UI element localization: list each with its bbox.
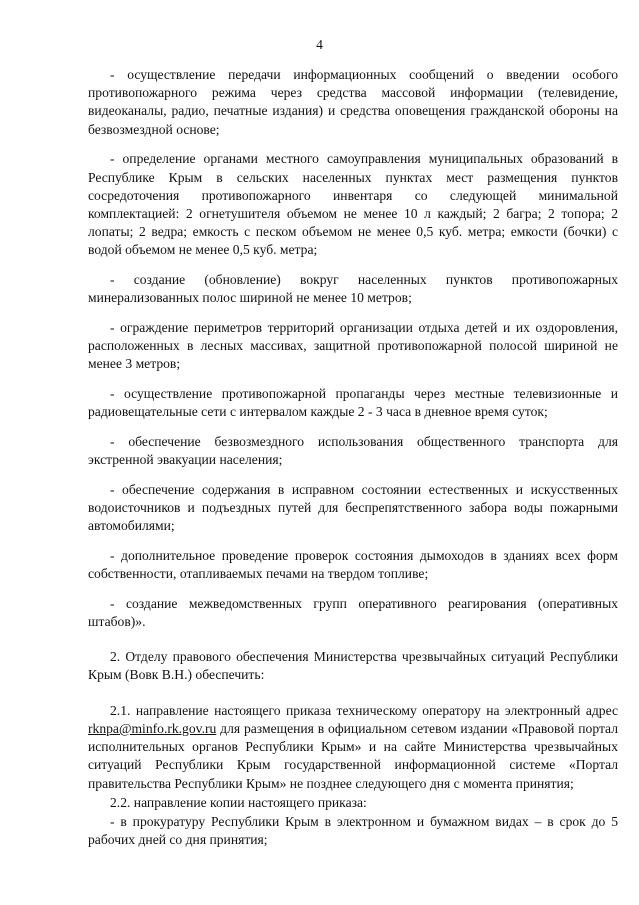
paragraph-evacuation-transport: - обеспечение безвозмездного использования общественного транспорта для экстренной эвакуации населения; [88, 433, 618, 468]
paragraph-fire-equipment-points: - определение органами местного самоуправления муниципальных образований в Республике Крым в сельских населенных пунктах мест размещения пунктов сосредоточения противопожарного инвентаря со следующей минимальной комплектацией: 2 огнетушителя объемом не менее 10 л каждый; 2 багра; 2 топора; 2 лопаты; 2 ведра; емкость с песком объемом не менее 0,5 куб. метра; емкости (бочки) с водой объемом не менее 0,5 куб. метра; [88, 151, 618, 258]
item-2-1-text-start: 2.1. направление настоящего приказа техническому оператору на электронный адрес [110, 702, 618, 718]
item-2-1-text-end: для размещения в официальном сетевом издании «Правовой портал исполнительных органов Республики Крым» и на сайте Министерства чрезвычайных ситуаций Республики Крым государственной информационной системе «Портал правительства Республики Крым» не позднее следующего дня с момента принятия; [88, 720, 618, 791]
page-number: 4 [316, 37, 323, 52]
paragraph-water-sources: - обеспечение содержания в исправном состоянии естественных и искусственных водоисточников и подъездных путей для беспрепятственного забора воды пожарными автомобилями; [88, 481, 618, 534]
paragraph-mass-media-notification: - осуществление передачи информационных сообщений о введении особого противопожарного режима через средства массовой информации (телевидение, видеоканалы, радио, печатные издания) и средства оповещения гражданской обороны на безвозмездной основе; [88, 67, 618, 137]
paragraph-item-2-1 [88, 702, 618, 793]
paragraph-item-2-2-prosecutor: - в прокуратуру Республики Крым в электронном и бумажном видах – в срок до 5 рабочих дней со дня принятия; [88, 813, 618, 848]
paragraph-legal-department-order: 2. Отделу правового обеспечения Министерства чрезвычайных ситуаций Республики Крым (Вовк В.Н.) обеспечить: [88, 649, 618, 683]
document-body [88, 66, 618, 850]
paragraph-mineralized-strips: - создание (обновление) вокруг населенных пунктов противопожарных минерализованных полос шириной не менее 10 метров; [88, 272, 618, 306]
paragraph-item-2-2: 2.2. направление копии настоящего приказа: [110, 794, 367, 810]
paragraph-children-camps-fencing: - ограждение периметров территорий организации отдыха детей и их оздоровления, расположенных в лесных массивах, защитной противопожарной полосой шириной не менее 3 метров; [88, 319, 618, 372]
paragraph-chimney-inspections: - дополнительное проведение проверок состояния дымоходов в зданиях всех форм собственности, отапливаемых печами на твердом топливе; [88, 547, 618, 582]
email-link[interactable]: rknpa@minfo.rk.gov.ru [88, 720, 217, 736]
paragraph-fire-propaganda: - осуществление противопожарной пропаганды через местные телевизионные и радиовещательные сети с интервалом каждые 2 - 3 часа в дневное время суток; [88, 386, 618, 420]
paragraph-interagency-groups: - создание межведомственных групп оперативного реагирования (оперативных штабов)». [88, 595, 618, 630]
